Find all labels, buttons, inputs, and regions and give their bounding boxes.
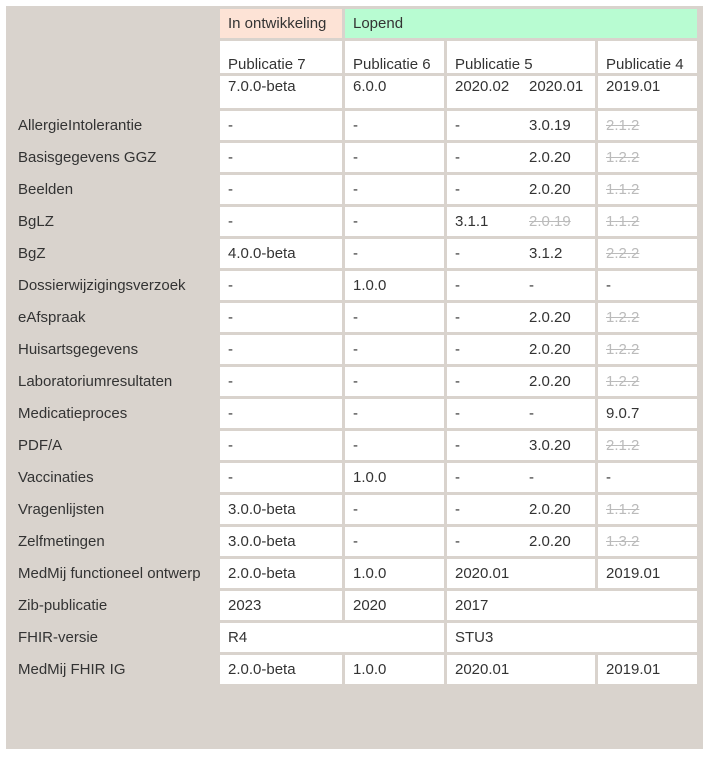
cell-p4-struck: 2.1.2 bbox=[606, 117, 640, 134]
row-label: Zib-publicatie bbox=[18, 597, 108, 614]
cell-p7: 3.0.0-beta bbox=[220, 495, 342, 524]
cell-p5b: 3.0.19 bbox=[529, 117, 571, 134]
cell-p4 bbox=[598, 111, 697, 140]
cell-p7: - bbox=[220, 207, 342, 236]
cell-p5 bbox=[447, 303, 595, 332]
cell-p6: - bbox=[345, 303, 444, 332]
cell-p5b: 2.0.20 bbox=[529, 373, 571, 390]
cell-p5 bbox=[447, 271, 595, 300]
cell-p5 bbox=[447, 335, 595, 364]
cell-p7: 3.0.0-beta bbox=[220, 527, 342, 556]
row-label: Beelden bbox=[18, 181, 74, 198]
table-row bbox=[9, 463, 697, 492]
cell-p5 bbox=[447, 431, 595, 460]
cell-p5 bbox=[447, 495, 595, 524]
publication-4-version: 2019.01 bbox=[598, 76, 697, 108]
cell-p6: 1.0.0 bbox=[345, 463, 444, 492]
cell-p5b: 2.0.20 bbox=[529, 501, 571, 518]
row-label: Basisgegevens GGZ bbox=[18, 149, 157, 166]
status-running: Lopend bbox=[345, 9, 697, 38]
cell-p7: - bbox=[220, 431, 342, 460]
cell-p4: - bbox=[598, 463, 697, 492]
cell-p4-struck: 1.2.2 bbox=[606, 341, 640, 358]
publication-5-version-b: 2020.01 bbox=[529, 78, 584, 95]
cell-p7: - bbox=[220, 463, 342, 492]
row-label: Zelfmetingen bbox=[18, 533, 105, 550]
row-label: eAfspraak bbox=[18, 309, 86, 326]
cell-p5 bbox=[447, 527, 595, 556]
cell-p5a: - bbox=[455, 469, 460, 486]
cell-p7: - bbox=[220, 335, 342, 364]
corner-cell bbox=[9, 9, 217, 38]
table-row bbox=[9, 399, 697, 428]
cell-p7: - bbox=[220, 111, 342, 140]
cell-p7: - bbox=[220, 399, 342, 428]
cell-p4-struck: 2.1.2 bbox=[606, 437, 640, 454]
row-label: MedMij FHIR IG bbox=[18, 661, 126, 678]
row-label: Dossierwijzigingsverzoek bbox=[18, 277, 186, 294]
row-label: Medicatieproces bbox=[18, 405, 128, 422]
cell-p6: - bbox=[345, 335, 444, 364]
cell-p5-p4: 2017 bbox=[447, 591, 697, 620]
publication-7-version: 7.0.0-beta bbox=[220, 76, 342, 108]
publication-6-version: 6.0.0 bbox=[345, 76, 444, 108]
cell-p5a: - bbox=[455, 309, 460, 326]
cell-p5 bbox=[447, 399, 595, 428]
cell-p6: - bbox=[345, 175, 444, 204]
cell-p4-struck: 1.1.2 bbox=[606, 501, 640, 518]
table-row bbox=[9, 239, 697, 268]
cell-p5a: - bbox=[455, 437, 460, 454]
cell-p6: - bbox=[345, 495, 444, 524]
cell-p4 bbox=[598, 143, 697, 172]
publication-5-version-a: 2020.02 bbox=[455, 78, 510, 95]
cell-p5b: 2.0.20 bbox=[529, 309, 571, 326]
publication-5-header: Publicatie 5 bbox=[447, 41, 595, 73]
cell-p5a: - bbox=[455, 277, 460, 294]
row-label: Laboratoriumresultaten bbox=[18, 373, 173, 390]
cell-p4 bbox=[598, 207, 697, 236]
cell-p5 bbox=[447, 367, 595, 396]
publication-6-header: Publicatie 6 bbox=[345, 41, 444, 73]
cell-p5a: - bbox=[455, 181, 460, 198]
cell-p4 bbox=[598, 175, 697, 204]
cell-p4 bbox=[598, 335, 697, 364]
cell-p5a: - bbox=[455, 501, 460, 518]
cell-p5b: 2.0.20 bbox=[529, 181, 571, 198]
cell-p5a: - bbox=[455, 149, 460, 166]
cell-p4-struck: 2.2.2 bbox=[606, 245, 640, 262]
cell-p5b: 3.0.20 bbox=[529, 437, 571, 454]
cell-p4 bbox=[598, 239, 697, 268]
version-table bbox=[6, 6, 700, 687]
cell-p5 bbox=[447, 207, 595, 236]
table-row bbox=[9, 143, 697, 172]
cell-p5 bbox=[447, 175, 595, 204]
cell-p6: 1.0.0 bbox=[345, 271, 444, 300]
cell-p7: - bbox=[220, 271, 342, 300]
status-dev: In ontwikkeling bbox=[220, 9, 342, 38]
table-row bbox=[9, 271, 697, 300]
row-label: Huisartsgegevens bbox=[18, 341, 139, 358]
cell-p5a: - bbox=[455, 405, 460, 422]
cell-p5b: 2.0.20 bbox=[529, 533, 571, 550]
cell-p4 bbox=[598, 527, 697, 556]
cell-p4: - bbox=[598, 271, 697, 300]
cell-p5a: 3.1.1 bbox=[455, 213, 489, 230]
cell-p5: 2020.01 bbox=[447, 559, 595, 588]
cell-p5-p4: STU3 bbox=[447, 623, 697, 652]
table-row bbox=[9, 111, 697, 140]
row-label: FHIR-versie bbox=[18, 629, 99, 646]
table-row bbox=[9, 495, 697, 524]
cell-p4-struck: 1.2.2 bbox=[606, 149, 640, 166]
cell-p4-struck: 1.1.2 bbox=[606, 181, 640, 198]
table-row bbox=[9, 527, 697, 556]
cell-p5b: 2.0.20 bbox=[529, 149, 571, 166]
cell-p4 bbox=[598, 303, 697, 332]
cell-p7: 2.0.0-beta bbox=[220, 655, 342, 684]
cell-p7: 2023 bbox=[220, 591, 342, 620]
cell-p7: 2.0.0-beta bbox=[220, 559, 342, 588]
cell-p7: 4.0.0-beta bbox=[220, 239, 342, 268]
cell-p5a: - bbox=[455, 533, 460, 550]
cell-p4 bbox=[598, 431, 697, 460]
footer-row-fo bbox=[9, 559, 697, 588]
publication-row bbox=[9, 41, 697, 73]
cell-p7: - bbox=[220, 303, 342, 332]
publication-5-versions bbox=[447, 76, 595, 108]
cell-p6: - bbox=[345, 143, 444, 172]
cell-p4 bbox=[598, 495, 697, 524]
table-row bbox=[9, 207, 697, 236]
publication-7-header: Publicatie 7 bbox=[220, 41, 342, 73]
cell-p6: - bbox=[345, 239, 444, 268]
row-label: PDF/A bbox=[18, 437, 63, 454]
cell-p5a: - bbox=[455, 245, 460, 262]
table-row bbox=[9, 175, 697, 204]
cell-p6: - bbox=[345, 207, 444, 236]
publication-4-header: Publicatie 4 bbox=[598, 41, 697, 73]
table-row bbox=[9, 335, 697, 364]
cell-p5b: - bbox=[529, 405, 534, 422]
cell-p5b: 3.1.2 bbox=[529, 245, 563, 262]
cell-p5: 2020.01 bbox=[447, 655, 595, 684]
cell-p4-struck: 1.2.2 bbox=[606, 373, 640, 390]
cell-p4: 2019.01 bbox=[598, 559, 697, 588]
cell-p7: - bbox=[220, 367, 342, 396]
cell-p6: 2020 bbox=[345, 591, 444, 620]
cell-p5a: - bbox=[455, 341, 460, 358]
table-row bbox=[9, 303, 697, 332]
row-label: Vaccinaties bbox=[18, 469, 94, 486]
table-row bbox=[9, 367, 697, 396]
cell-p4: 9.0.7 bbox=[598, 399, 697, 428]
cell-p4-struck: 1.3.2 bbox=[606, 533, 640, 550]
cell-p5b: - bbox=[529, 469, 534, 486]
cell-p6: 1.0.0 bbox=[345, 559, 444, 588]
footer-row-zib bbox=[9, 591, 697, 620]
row-label: MedMij functioneel ontwerp bbox=[18, 565, 201, 582]
cell-p6: - bbox=[345, 527, 444, 556]
row-label: AllergieIntolerantie bbox=[18, 117, 143, 134]
cell-p5b: - bbox=[529, 277, 534, 294]
cell-p4 bbox=[598, 367, 697, 396]
cell-p5 bbox=[447, 111, 595, 140]
cell-p7-p6: R4 bbox=[220, 623, 444, 652]
cell-p5a: - bbox=[455, 373, 460, 390]
footer-row-fhir bbox=[9, 623, 697, 652]
cell-p5 bbox=[447, 463, 595, 492]
cell-p6: - bbox=[345, 367, 444, 396]
cell-p4-struck: 1.1.2 bbox=[606, 213, 640, 230]
row-label: BgZ bbox=[18, 245, 46, 262]
cell-p6: - bbox=[345, 111, 444, 140]
cell-p5a: - bbox=[455, 117, 460, 134]
cell-p4-struck: 1.2.2 bbox=[606, 309, 640, 326]
cell-p5 bbox=[447, 143, 595, 172]
cell-p6: 1.0.0 bbox=[345, 655, 444, 684]
table-row bbox=[9, 431, 697, 460]
cell-p4: 2019.01 bbox=[598, 655, 697, 684]
cell-p7: - bbox=[220, 143, 342, 172]
cell-p5b: 2.0.20 bbox=[529, 341, 571, 358]
status-row bbox=[9, 9, 697, 38]
cell-p5b-struck: 2.0.19 bbox=[529, 213, 571, 230]
cell-p6: - bbox=[345, 399, 444, 428]
cell-p5 bbox=[447, 239, 595, 268]
row-label: BgLZ bbox=[18, 213, 54, 230]
cell-p7: - bbox=[220, 175, 342, 204]
footer-row-ig bbox=[9, 655, 697, 684]
corner-cell bbox=[9, 41, 217, 108]
row-label: Vragenlijsten bbox=[18, 501, 105, 518]
cell-p6: - bbox=[345, 431, 444, 460]
